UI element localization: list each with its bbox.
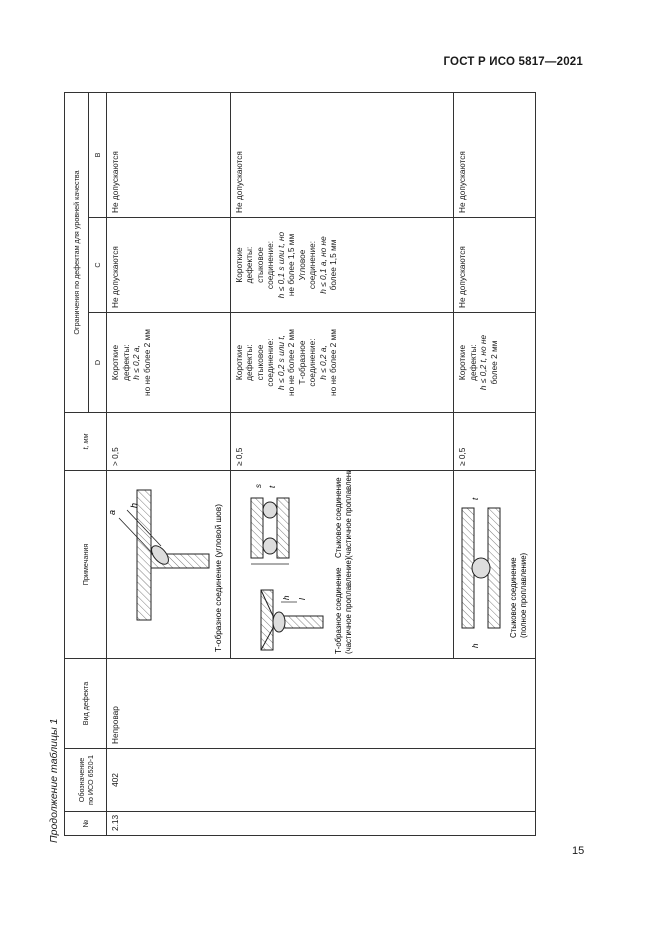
t-value-3: ≥ 0,5 bbox=[454, 413, 536, 471]
d2-line: соединение: bbox=[265, 338, 275, 387]
label-a: a bbox=[107, 509, 117, 515]
label-l-tee: l bbox=[297, 598, 307, 600]
header-limits-group: Ограничения по дефектам для уровней качества bbox=[65, 92, 89, 412]
d3-line: h ≤ 0,2 t, но не bbox=[478, 334, 488, 391]
c2-line: h ≤ 0,1 a, но не bbox=[317, 236, 328, 294]
row-no: 2.13 bbox=[107, 812, 536, 836]
c2-line: стыковое bbox=[254, 247, 265, 283]
caption-butt-2: (частичное проплавление) bbox=[343, 470, 353, 558]
d3-line: Короткие bbox=[457, 344, 467, 381]
d2-line: h ≤ 0,2 a, bbox=[317, 345, 328, 380]
label-t-full: t bbox=[471, 497, 480, 500]
label-t-butt: t bbox=[267, 485, 277, 488]
d2-line: Короткие bbox=[233, 344, 244, 381]
header-level-c: C bbox=[89, 218, 107, 313]
level-d-3 bbox=[454, 313, 536, 413]
header-t: t, мм bbox=[65, 413, 107, 471]
label-h-full: h bbox=[471, 643, 480, 648]
caption-butt-1: Стыковое соединение bbox=[333, 477, 343, 558]
level-b-1: Не допускаются bbox=[107, 92, 231, 217]
note-full-penetration bbox=[454, 471, 536, 659]
level-d-1 bbox=[107, 313, 231, 413]
c2-line: h ≤ 0,1 s или t, но bbox=[275, 231, 286, 299]
header-designation: Обозначение по ИСО 6520-1 bbox=[65, 749, 107, 812]
rotated-table-wrapper bbox=[64, 93, 528, 836]
d1-line: Короткие bbox=[110, 344, 120, 381]
caption-full-2: (полное проплавление) bbox=[519, 552, 528, 638]
level-c-2 bbox=[230, 218, 454, 313]
standard-header: ГОСТ Р ИСО 5817—2021 bbox=[443, 56, 583, 68]
d2-line: дефекты: bbox=[244, 344, 254, 381]
row-designation: 402 bbox=[107, 749, 536, 812]
full-penetration-figure bbox=[454, 470, 532, 658]
continuation-label: Продолжение таблицы 1 bbox=[48, 718, 60, 843]
page-number: 15 bbox=[572, 845, 585, 857]
d1-line: h ≤ 0,2 a, bbox=[131, 345, 141, 380]
d2-line: но не более 2 мм bbox=[286, 329, 296, 396]
header-defect-type: Вид дефекта bbox=[65, 659, 107, 749]
caption-fillet: Т-образное соединение (угловой шов) bbox=[213, 504, 223, 652]
level-c-3: Не допускаются bbox=[454, 218, 536, 313]
c2-line: соединение: bbox=[265, 240, 275, 290]
d2-line: но не более 2 мм bbox=[328, 329, 338, 396]
c2-line: не более 1,5 мм bbox=[286, 233, 296, 297]
header-level-b: B bbox=[89, 92, 107, 217]
c2-line: Угловое bbox=[296, 249, 307, 281]
level-c-1: Не допускаются bbox=[107, 218, 231, 313]
label-s-butt: s bbox=[253, 484, 263, 488]
header-no: № bbox=[65, 812, 107, 836]
caption-tee-2: (частичное проплавление) bbox=[343, 557, 353, 654]
d2-line: Т-образное bbox=[296, 340, 307, 385]
caption-tee-1: Т-образное соединение bbox=[333, 567, 343, 654]
note-partial-penetration bbox=[230, 471, 454, 659]
level-b-2: Не допускаются bbox=[230, 92, 454, 217]
d2-line: h ≤ 0,2 s или t, bbox=[275, 335, 286, 390]
d2-line: стыковое bbox=[254, 344, 265, 381]
level-d-2 bbox=[230, 313, 454, 413]
d1-line: дефекты: bbox=[120, 344, 131, 381]
d2-line: соединение: bbox=[307, 338, 317, 387]
defects-table bbox=[64, 92, 536, 836]
c2-line: Короткие bbox=[233, 247, 244, 283]
label-h-tee: h bbox=[281, 595, 291, 600]
header-notes: Примечания bbox=[65, 471, 107, 659]
caption-full-1: Стыковое соединение bbox=[509, 557, 518, 638]
c2-line: соединение: bbox=[307, 240, 317, 290]
d1-line: но не более 2 мм bbox=[141, 329, 152, 396]
fillet-weld-figure bbox=[107, 470, 227, 658]
partial-penetration-figure bbox=[231, 470, 451, 658]
level-b-3: Не допускаются bbox=[454, 92, 536, 217]
c2-line: дефекты: bbox=[244, 246, 254, 284]
header-level-d: D bbox=[89, 313, 107, 413]
t-value-2: ≥ 0,5 bbox=[230, 413, 454, 471]
label-h: h bbox=[129, 502, 139, 508]
d3-line: более 2 мм bbox=[488, 340, 499, 385]
note-fillet-weld bbox=[107, 471, 231, 659]
d3-line: дефекты: bbox=[467, 344, 478, 381]
c2-line: более 1,5 мм bbox=[328, 239, 338, 291]
t-value-1: > 0,5 bbox=[107, 413, 231, 471]
row-defect-type: Непровар bbox=[107, 659, 536, 749]
